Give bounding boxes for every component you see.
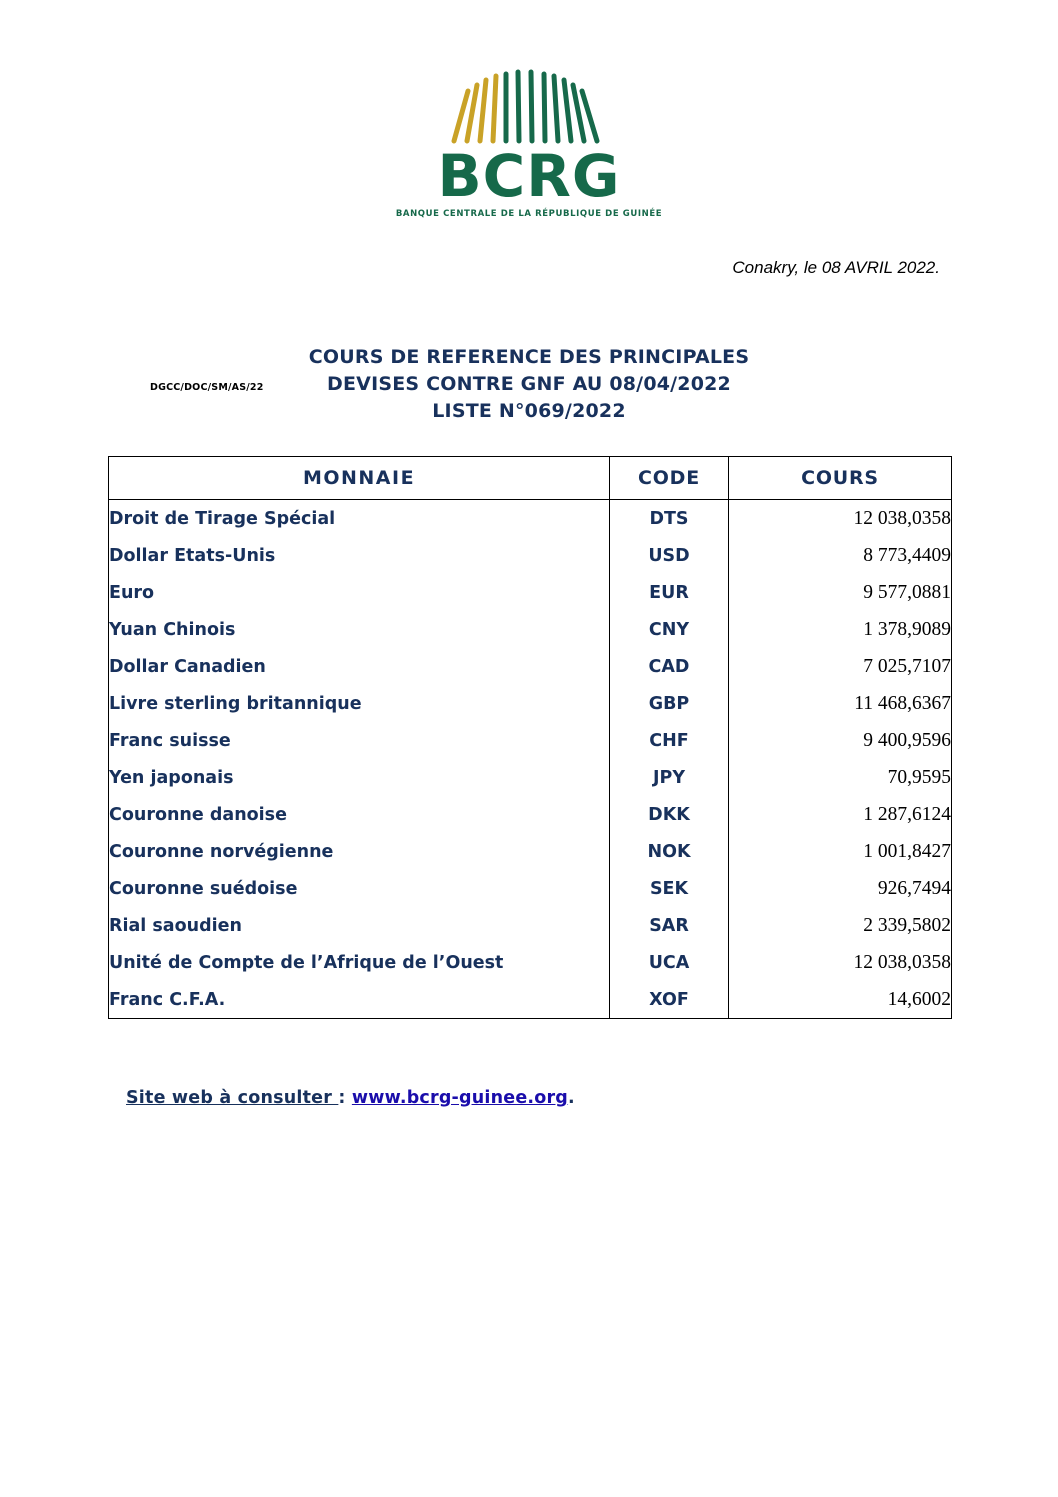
currency-rate: 70,9595	[887, 766, 951, 788]
currency-code: GBP	[610, 685, 729, 722]
page-title-line-1: COURS DE REFERENCE DES PRINCIPALES	[308, 346, 750, 368]
column-header-cours: COURS	[729, 457, 952, 500]
currency-rate: 9 400,9596	[863, 729, 951, 751]
column-header-monnaie: MONNAIE	[109, 457, 610, 500]
table-row	[109, 500, 952, 538]
currency-rate: 12 038,0358	[853, 951, 951, 973]
currency-rate: 1 378,9089	[863, 618, 951, 640]
currency-code: DKK	[610, 796, 729, 833]
table-header-row	[109, 457, 952, 500]
footer-trailing-dot: .	[568, 1088, 575, 1108]
footer-website-line	[126, 1088, 575, 1108]
currency-name: Yen japonais	[109, 759, 610, 796]
currency-code: CAD	[610, 648, 729, 685]
currency-code: EUR	[610, 574, 729, 611]
currency-name: Euro	[109, 574, 610, 611]
currency-code: UCA	[610, 944, 729, 981]
table-row	[109, 574, 952, 611]
currency-rate: 12 038,0358	[853, 507, 951, 529]
footer-separator: :	[338, 1088, 352, 1108]
currency-name: Yuan Chinois	[109, 611, 610, 648]
currency-rate: 2 339,5802	[863, 914, 951, 936]
currency-name: Franc C.F.A.	[109, 981, 610, 1019]
table-row	[109, 833, 952, 870]
logo-subtitle: BANQUE CENTRALE DE LA RÉPUBLIQUE DE GUINÉE	[395, 209, 663, 219]
currency-name: Unité de Compte de l’Afrique de l’Ouest	[109, 944, 610, 981]
page-title-line-3: LISTE N°069/2022	[432, 399, 626, 422]
page-title-line-2: DEVISES CONTRE GNF AU 08/04/2022	[327, 372, 731, 395]
currency-rate: 11 468,6367	[854, 692, 951, 714]
currency-code: XOF	[610, 981, 729, 1019]
currency-rate: 7 025,7107	[863, 655, 951, 677]
table-row	[109, 722, 952, 759]
logo-wordmark: BCRG	[437, 142, 621, 210]
document-reference: DGCC/DOC/SM/AS/22	[150, 382, 264, 393]
document-date: Conakry, le 08 AVRIL 2022.	[732, 258, 940, 277]
currency-code: SAR	[610, 907, 729, 944]
currency-code: USD	[610, 537, 729, 574]
currency-name: Rial saoudien	[109, 907, 610, 944]
table-row	[109, 759, 952, 796]
table-row	[109, 611, 952, 648]
footer-label: Site web à consulter	[126, 1088, 339, 1108]
currency-name: Franc suisse	[109, 722, 610, 759]
currency-name: Droit de Tirage Spécial	[109, 500, 610, 538]
currency-code: DTS	[610, 500, 729, 538]
currency-rate: 1 287,6124	[863, 803, 951, 825]
sunburst-rays-icon	[434, 55, 624, 145]
currency-rate: 9 577,0881	[863, 581, 951, 603]
currency-code: CHF	[610, 722, 729, 759]
currency-name: Dollar Canadien	[109, 648, 610, 685]
table-row	[109, 648, 952, 685]
table-row	[109, 907, 952, 944]
currency-name: Couronne suédoise	[109, 870, 610, 907]
currency-rate: 14,6002	[887, 988, 951, 1010]
bcrg-website-link[interactable]: www.bcrg-guinee.org	[351, 1088, 569, 1108]
currency-code: CNY	[610, 611, 729, 648]
column-header-code: CODE	[610, 457, 729, 500]
currency-name: Livre sterling britannique	[109, 685, 610, 722]
table-row	[109, 870, 952, 907]
table-row	[109, 537, 952, 574]
currency-name: Couronne danoise	[109, 796, 610, 833]
page-title	[0, 344, 1058, 425]
table-row	[109, 944, 952, 981]
currency-rate: 1 001,8427	[863, 840, 951, 862]
currency-rate: 8 773,4409	[863, 544, 951, 566]
bcrg-logo	[0, 55, 1058, 219]
table-row	[109, 796, 952, 833]
currency-name: Couronne norvégienne	[109, 833, 610, 870]
currency-code: SEK	[610, 870, 729, 907]
currency-code: JPY	[610, 759, 729, 796]
table-row	[109, 685, 952, 722]
exchange-rates-table	[108, 456, 950, 1019]
currency-name: Dollar Etats-Unis	[109, 537, 610, 574]
currency-code: NOK	[610, 833, 729, 870]
currency-rate: 926,7494	[877, 877, 951, 899]
table-row	[109, 981, 952, 1019]
